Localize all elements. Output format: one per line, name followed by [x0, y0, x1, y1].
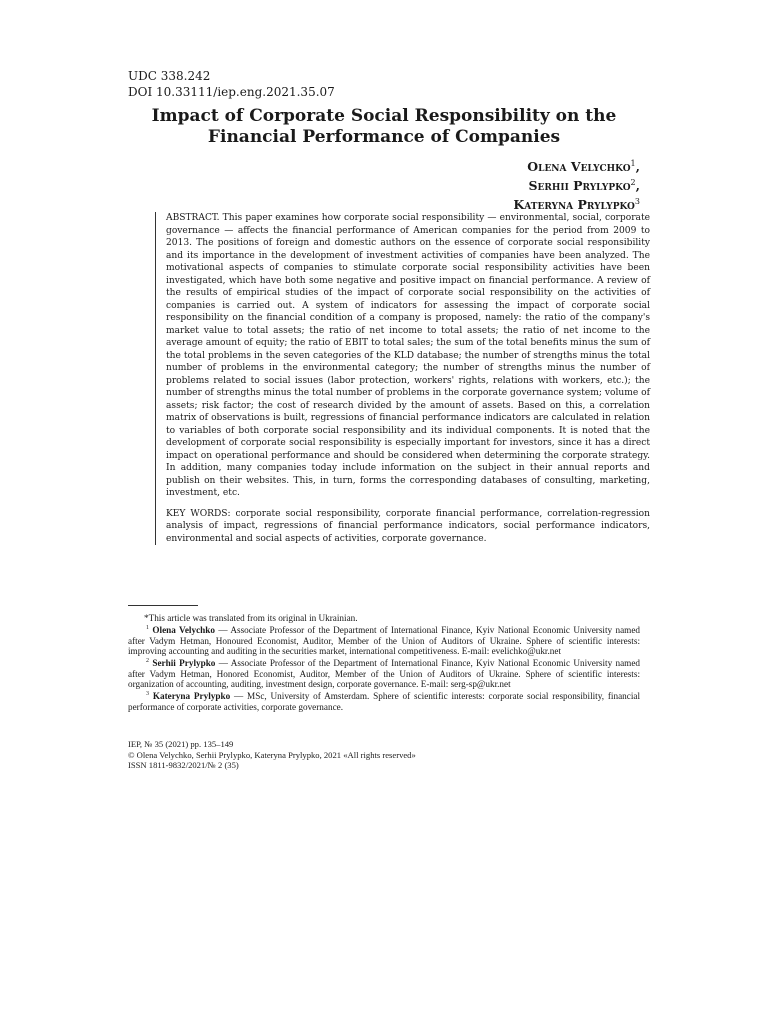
copyright-line: © Olena Velychko, Serhii Prylypko, Kateryna Prylypko, 2021 «All rights reserved»: [128, 749, 416, 760]
udc-code: UDC 338.242: [128, 69, 211, 83]
author-name: Olena Velychko: [527, 159, 631, 175]
author-footnote-mark: 1: [630, 159, 636, 168]
footnote-mark: 3: [146, 691, 149, 698]
author: [513, 156, 640, 175]
author-list: [513, 156, 640, 213]
abstract-text: ABSTRACT. This paper examines how corporate social responsibility — environmental, social, corporate governance — affects the financial performance of American companies for the period from 2009 to 2013. The positions of foreign and domestic authors on the essence of corporate social responsibility and its importance in the development of investment activities of companies have been analyzed. The motivational aspects of companies to stimulate corporate social responsibility activities have been investigated, which have both some negative and positive impact on financial performance. A review of the results of empirical studies of the impact of corporate social responsibility on the activities of companies is carried out. A system of indicators for assessing the impact of corporate social responsibility on the financial condition of a company is proposed, namely: the ratio of the company's market value to total assets; the ratio of net income to total assets; the ratio of net income to the average amount of equity; the ratio of EBIT to total sales; the sum of the total benefits minus the sum of the total problems in the seven categories of the KLD database; the number of strengths minus the total number of problems in the environmental category; the number of strengths minus the number of problems related to social issues (labor protection, workers' rights, relations with workers, etc.); the number of strengths minus the total number of problems in the corporate governance system; volume of assets; risk factor; the cost of research divided by the amount of assets. Based on this, a correlation matrix of observations is built, regressions of financial performance indicators are calculated in relation to variables of both corporate social responsibility and its individual components. It is noted that the development of corporate social responsibility is especially important for investors, since it has a direct impact on operational performance and should be considered when determining the corporate strategy. In addition, many companies today include information on the subject in their annual reports and publish on their websites. This, in turn, forms the corresponding databases of consulting, marketing, investment, etc.: [166, 213, 650, 498]
author-separator: ,: [635, 159, 640, 175]
footnote-author-name: Olena Velychko: [152, 625, 215, 636]
abstract-block: [155, 212, 650, 545]
author: [513, 194, 640, 213]
footnote-mark: 1: [146, 625, 149, 632]
footnote-2: [128, 656, 640, 689]
author-name: Kateryna Prylypko: [513, 197, 635, 213]
author-separator: ,: [635, 178, 640, 194]
doi: DOI 10.33111/iep.eng.2021.35.07: [128, 85, 335, 99]
footnotes: [128, 613, 640, 712]
footnote-text: — MSc, University of Amsterdam. Sphere of scientific interests: corporate social responsibility, financial performance of corporate activities, corporate governance.: [128, 691, 641, 712]
title-line-1: Impact of Corporate Social Responsibility on the: [151, 106, 617, 126]
footnote-text: — Associate Professor of the Department of International Finance, Kyiv National Economic University named after Vadym Hetman, Honoured Economist, Auditor, Member of the Union of Auditors of Ukraine. Sphere of scientific interests: improving accounting and auditing in the securities market, international competitiveness. E-mail: evelichko@ukr.net: [128, 625, 640, 656]
footnote-divider: [128, 605, 198, 606]
footnote-1: [128, 623, 640, 656]
keywords: KEY WORDS: corporate social responsibility, corporate financial performance, correlation-regression analysis of impact, regressions of financial performance indicators, social performance indicators, environmental and social aspects of activities, corporate governance.: [166, 508, 650, 544]
publication-info: [128, 739, 416, 771]
footnote-3: [128, 689, 640, 712]
issn: ISSN 1811-9832/2021/№ 2 (35): [128, 760, 239, 770]
footnote-text: — Associate Professor of the Department of International Finance, Kyiv National Economic University named after Vadym Hetman, Honored Economist, Auditor, Member of the Union of Auditors of Ukraine. Sphere of scientific interests: organization of accounting, auditing, investment design, corporate governance. E-mail: serg-sp@ukr.net: [128, 658, 640, 689]
author-footnote-mark: 3: [634, 197, 640, 207]
footnote-mark: 2: [146, 658, 149, 665]
article-identifiers: [128, 68, 335, 100]
footnote-author-name: Serhii Prylypko: [152, 658, 216, 669]
title-line-2: Financial Performance of Companies: [207, 127, 561, 147]
author-footnote-mark: 2: [630, 178, 636, 188]
footnote-author-name: Kateryna Prylypko: [152, 691, 231, 702]
author-name: Serhii Prylypko: [528, 178, 631, 194]
article-title: [120, 106, 648, 148]
translation-note: *This article was translated from its original in Ukrainian.: [144, 613, 358, 623]
author: [513, 175, 640, 194]
journal-citation: IEP, № 35 (2021) pp. 135–149: [128, 739, 234, 749]
